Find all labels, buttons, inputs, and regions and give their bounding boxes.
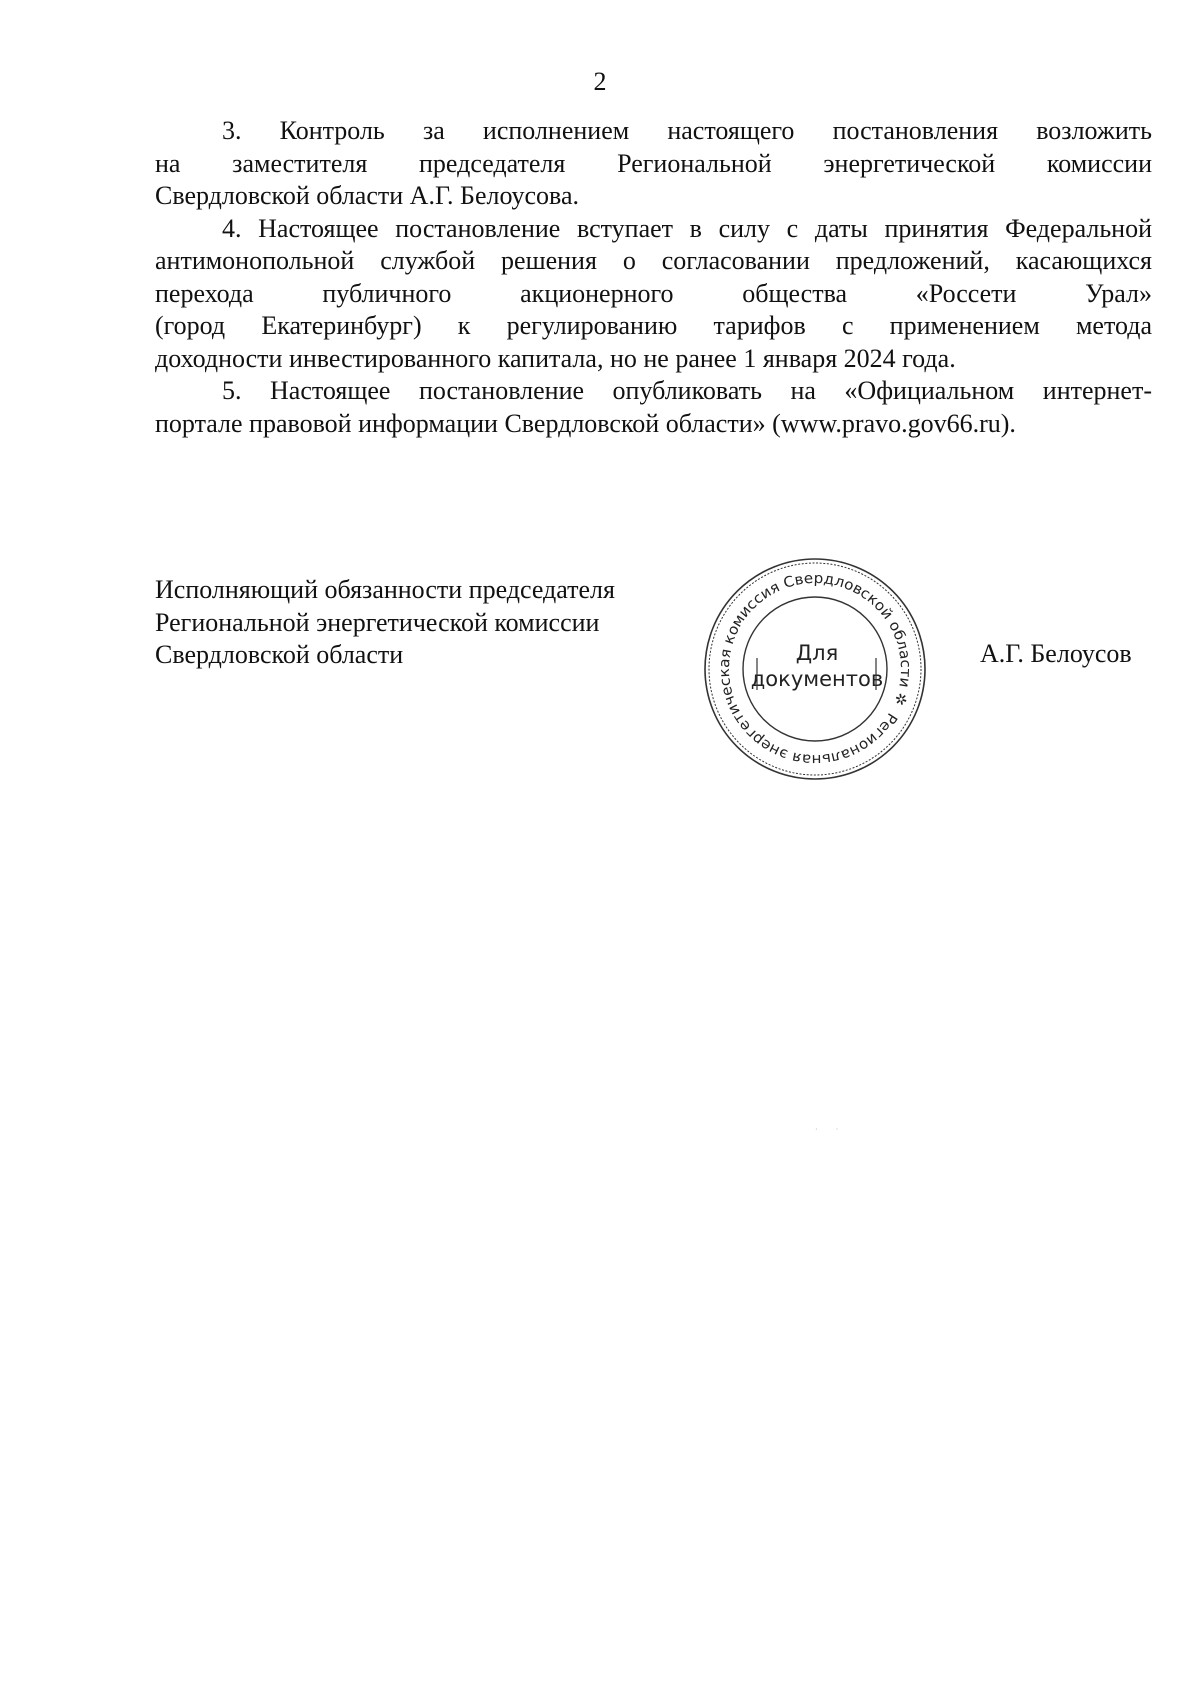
page-number: 2 [593,67,607,96]
paragraph-5 [155,375,1152,440]
paragraph-line: Свердловской области А.Г. Белоусова. [155,181,580,210]
paragraph-3 [155,115,1152,213]
paragraph-line: 5. Настоящее постановление опубликовать на «Официальном интернет- [222,376,1152,405]
seal-ring-text: Региональная энергетическая комиссия Свердловской области ✲ [716,570,914,768]
paragraph-line: (город Екатеринбург) к регулированию тарифов с применением метода [155,311,1152,340]
paragraph-line: доходности инвестированного капитала, но не ранее 1 января 2024 года. [155,343,956,373]
paragraph-line: перехода публичного акционерного общества «Россети Урал» [155,278,1152,308]
position-line: Свердловской области [155,640,404,669]
position-line: Исполняющий обязанности председателя [155,575,615,604]
position-line: Региональной энергетической комиссии [155,607,600,637]
seal-center-line-1: Для [795,641,839,665]
seal-stamp-icon [700,554,930,784]
official-seal [700,554,930,784]
signer-name: А.Г. Белоусов [980,639,1132,668]
paragraph-4 [155,213,1152,376]
signatory-position [155,574,675,672]
paragraph-line: на заместителя председателя Региональной энергетической комиссии [155,148,1152,178]
paragraph-line: портале правовой информации Свердловской области» (www.pravo.gov66.ru). [155,408,1016,438]
paragraph-line: 4. Настоящее постановление вступает в силу с даты принятия Федеральной [222,213,1152,243]
document-body [155,115,1152,440]
scan-specks: · · [815,1125,839,1134]
seal-center-line-2: документов [750,667,884,691]
paragraph-line: 3. Контроль за исполнением настоящего постановления возложить [222,116,1152,145]
paragraph-line: антимонопольной службой решения о согласовании предложений, касающихся [155,246,1152,275]
